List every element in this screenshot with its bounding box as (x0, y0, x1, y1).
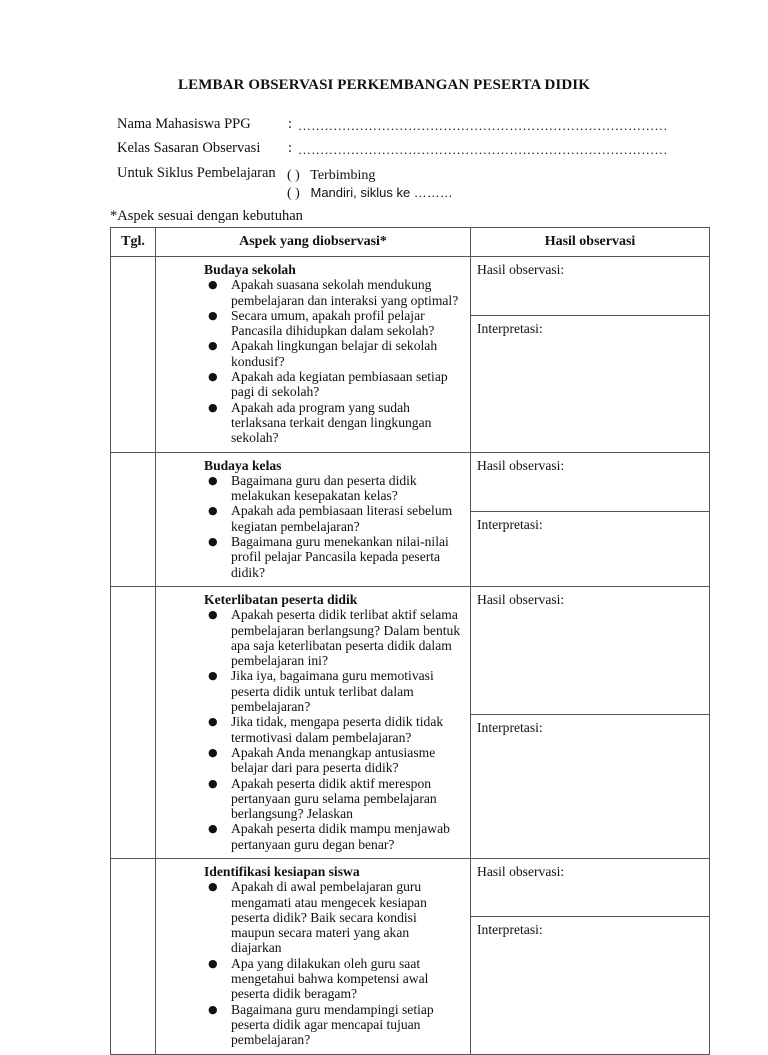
aspek-list (204, 879, 462, 1047)
list-item: ● Jika iya, bagaimana guru memotivasi peserta didik untuk terlibat dalam pembelajaran? (204, 668, 462, 714)
list-item: ● Secara umum, apakah profil pelajar Pancasila dihidupkan dalam sekolah? (204, 308, 462, 339)
table-row (111, 586, 710, 858)
tgl-cell[interactable] (111, 257, 156, 453)
field-value-nama[interactable]: ………………………………………………………………………… (298, 118, 668, 133)
field-colon-nama: : (288, 116, 293, 132)
list-item: ● Bagaimana guru dan peserta didik melakukan kesepakatan kelas? (204, 473, 462, 504)
interpretasi-box[interactable]: Interpretasi: (471, 511, 709, 573)
list-item: ● Apakah Anda menangkap antusiasme belajar dari para peserta didik? (204, 745, 462, 776)
option-mandiri[interactable] (287, 185, 453, 202)
tgl-cell[interactable] (111, 858, 156, 1054)
list-item: ● Apakah lingkungan belajar di sekolah kondusif? (204, 338, 462, 369)
tgl-cell[interactable] (111, 586, 156, 858)
list-item: ● Apakah ada kegiatan pembiasaan setiap pagi di sekolah? (204, 369, 462, 400)
list-item: ● Apakah di awal pembelajaran guru mengamati atau mengecek kesiapan peserta didik? Baik secara kondisi maupun secara materi yang akan diajarkan (204, 879, 462, 955)
hasil-observasi-box[interactable]: Hasil observasi: (477, 262, 565, 277)
aspek-title: Identifikasi kesiapan siswa (204, 863, 360, 879)
aspek-list (204, 607, 462, 852)
tgl-cell[interactable] (111, 452, 156, 586)
aspek-cell (156, 858, 471, 1054)
table-row (111, 257, 710, 453)
list-item: ● Apakah peserta didik terlibat aktif selama pembelajaran berlangsung? Dalam bentuk apa saja keterlibatan peserta didik dalam pembelajaran ini? (204, 607, 462, 668)
list-item: ● Jika tidak, mengapa peserta didik tidak termotivasi dalam pembelajaran? (204, 714, 462, 745)
hasil-observasi-box[interactable]: Hasil observasi: (477, 591, 565, 607)
list-item: ● Apakah ada pembiasaan literasi sebelum kegiatan pembelajaran? (204, 503, 462, 534)
option-checkbox[interactable]: ( ) (287, 186, 300, 201)
list-item: ● Apakah suasana sekolah mendukung pembelajaran dan interaksi yang optimal? (204, 277, 462, 308)
field-value-kelas[interactable]: ………………………………………………………………………… (298, 142, 668, 157)
field-label-kelas: Kelas Sasaran Observasi (117, 140, 261, 156)
aspek-list (204, 277, 462, 445)
list-item: ● Apakah ada program yang sudah terlaksana terkait dengan lingkungan sekolah? (204, 400, 462, 446)
table-header-row (111, 228, 710, 257)
list-item: ● Apa yang dilakukan oleh guru saat mengetahui bahwa kompetensi awal peserta didik beragam? (204, 956, 462, 1002)
hasil-cell (471, 452, 710, 586)
list-item: ● Bagaimana guru menekankan nilai-nilai profil pelajar Pancasila kepada peserta didik? (204, 534, 462, 580)
field-label-nama: Nama Mahasiswa PPG (117, 116, 251, 132)
aspek-cell (156, 586, 471, 858)
observation-table (110, 227, 710, 1055)
document-title: LEMBAR OBSERVASI PERKEMBANGAN PESERTA DIDIK (178, 77, 590, 93)
aspek-list (204, 473, 462, 580)
interpretasi-box[interactable]: Interpretasi: (471, 714, 709, 846)
aspek-title: Budaya sekolah (204, 262, 296, 277)
option-label: Mandiri, siklus ke (310, 185, 411, 200)
aspek-title: Keterlibatan peserta didik (204, 591, 358, 607)
hasil-cell (471, 586, 710, 858)
aspect-note: *Aspek sesuai dengan kebutuhan (110, 208, 303, 224)
list-item: ● Apakah peserta didik mampu menjawab pertanyaan guru degan benar? (204, 821, 462, 852)
hasil-cell (471, 257, 710, 453)
aspek-cell (156, 257, 471, 453)
hasil-observasi-box[interactable]: Hasil observasi: (477, 457, 565, 473)
interpretasi-box[interactable]: Interpretasi: (471, 916, 709, 1011)
table-row (111, 858, 710, 1054)
hasil-cell (471, 858, 710, 1054)
field-colon-kelas: : (288, 140, 293, 156)
aspek-cell (156, 452, 471, 586)
header-hasil: Hasil observasi (471, 228, 710, 257)
option-terbimbing[interactable] (287, 168, 375, 184)
header-aspek: Aspek yang diobservasi* (156, 228, 471, 257)
list-item: ● Apakah peserta didik aktif merespon pertanyaan guru selama pembelajaran berlangsung? Jelaskan (204, 776, 462, 822)
aspek-title: Budaya kelas (204, 457, 282, 473)
field-label-siklus: Untuk Siklus Pembelajaran (117, 165, 276, 181)
option-label: Terbimbing (310, 168, 376, 183)
option-checkbox[interactable]: ( ) (287, 168, 300, 183)
table-row (111, 452, 710, 586)
list-item: ● Bagaimana guru mendampingi setiap peserta didik agar mencapai tujuan pembelajaran? (204, 1002, 462, 1048)
option-blank[interactable]: ……… (413, 185, 453, 200)
interpretasi-box[interactable]: Interpretasi: (471, 315, 709, 425)
header-tgl: Tgl. (111, 228, 156, 257)
hasil-observasi-box[interactable]: Hasil observasi: (477, 863, 565, 879)
